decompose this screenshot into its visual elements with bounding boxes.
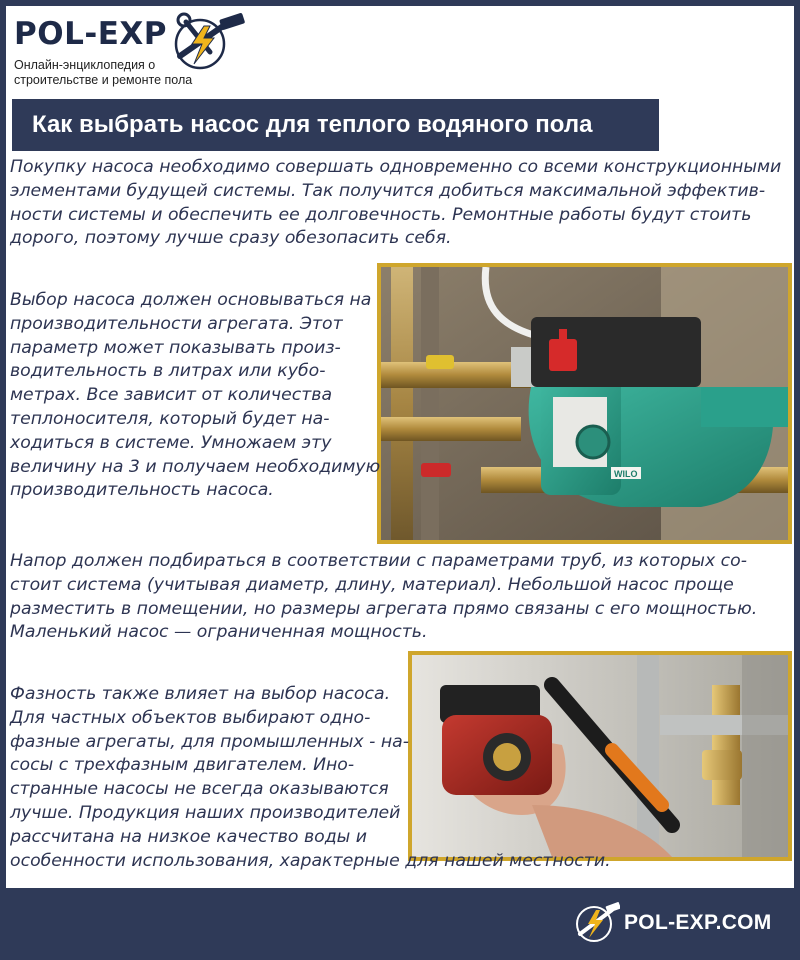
page [6, 6, 794, 888]
page-title: Как выбрать насос для теплого водяного пола [32, 111, 593, 138]
pump-photo-1 [377, 263, 792, 544]
site-logo[interactable] [6, 6, 266, 96]
title-bar [12, 99, 659, 151]
paragraph-phases-text: Фазность также влияет на выбор насоса. Для частных объектов выбирают однофазные агрегаты, для промышленных - насосы с трехфазным двигателем. Иностранные насосы не всегда оказываются лучше. Продукция наших производителей рассчитана на низкое качество воды и [10, 684, 409, 847]
pump-brand-label: WILO [614, 469, 638, 479]
logo-tagline: Онлайн-энциклопедия о строительстве и ремонте пола [14, 58, 193, 87]
paragraph-phases [10, 683, 611, 873]
pump-photo-2 [408, 651, 792, 861]
footer-logo-icon [572, 900, 620, 944]
paragraph-pressure: Напор должен подбираться в соответствии с параметрами труб, из которых состоит система (учитывая диаметр, длину, материал). Небольшой насос проще разместить в помещении, но размеры агрегата прямо связаны с его мощностью. Маленький насос — ограниченная мощность. [10, 551, 758, 643]
paragraph-performance: Выбор насоса должен основываться на производительности агрегата. Этот параметр может показывать производительность в литрах или кубометрах. Все зависит от количества теплоносителя, который будет находиться в системе. Умножаем эту величину на 3 и получаем необходимую производительность насоса. [10, 290, 381, 501]
paragraph-phases-tail: особенности использования, характерные для нашей местности. [10, 850, 611, 871]
paragraph-intro: Покупку насоса необходимо совершать одновременно со всеми конструкционными элементами будущей системы. Так получится добиться максимальной эффективности системы и обеспечить ее долговечность. Ремонтные работы будут стоить дорого, поэтому лучше сразу обезопасить себя. [10, 157, 782, 249]
logo-text: POL-EXP [14, 16, 167, 52]
footer-site-link[interactable]: POL-EXP.COM [624, 911, 772, 934]
